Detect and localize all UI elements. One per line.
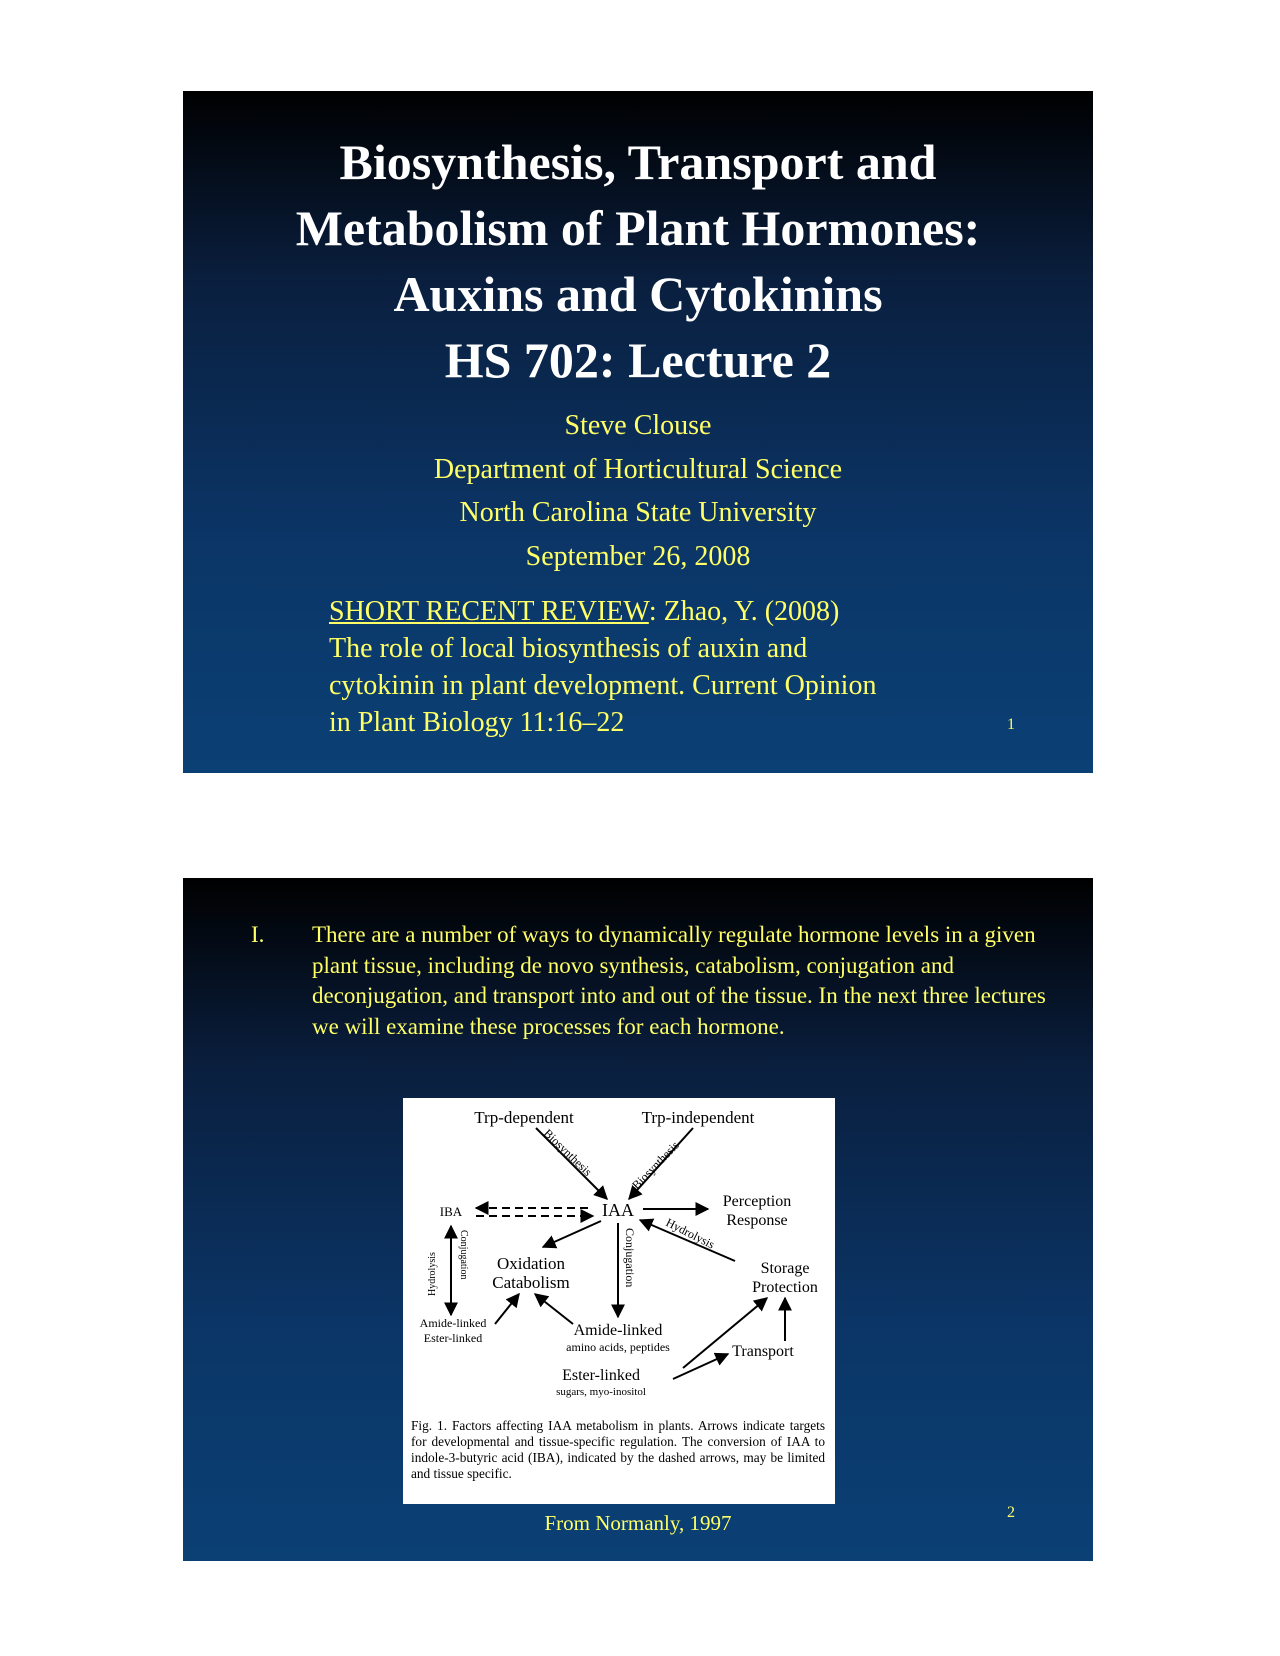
title-line-1: Biosynthesis, Transport and xyxy=(339,134,937,190)
slide-title xyxy=(183,129,1093,393)
label-iba: IBA xyxy=(439,1204,463,1219)
label-amide-linked-left: Amide-linked xyxy=(419,1316,487,1330)
title-line-2: Metabolism of Plant Hormones: xyxy=(295,200,981,256)
bullet-number: I. xyxy=(251,922,265,947)
label-conjugation-center: Conjugation xyxy=(623,1228,637,1288)
label-oxidation: Oxidation xyxy=(497,1254,565,1273)
slide-1 xyxy=(183,91,1093,773)
label-amide-sub: amino acids, peptides xyxy=(566,1340,670,1354)
label-catabolism: Catabolism xyxy=(492,1273,570,1292)
bullet-point xyxy=(251,920,1051,1042)
title-line-3: Auxins and Cytokinins xyxy=(393,266,883,322)
arrow-trp-dependent-to-iaa xyxy=(536,1128,607,1199)
review-citation: : Zhao, Y. (2008) xyxy=(648,596,840,627)
label-storage: Storage xyxy=(760,1260,810,1277)
review-line-3: cytokinin in plant development. Current Opinion xyxy=(329,670,877,701)
figure-caption: Fig. 1. Factors affecting IAA metabolism in plants. Arrows indicate targets for developmental and tissue-specific regulation. The conversion of IAA to indole-3-butyric acid (IBA), indicated by the dashed arrows, may be limited and tissue specific. xyxy=(411,1418,825,1481)
department: Department of Horticultural Science xyxy=(433,453,843,485)
review-label: SHORT RECENT REVIEW xyxy=(329,596,649,627)
iaa-metabolism-figure xyxy=(403,1098,835,1504)
review-line-2: The role of local biosynthesis of auxin and xyxy=(329,633,808,664)
label-response: Response xyxy=(726,1212,788,1229)
label-conjugation-left: Conjugation xyxy=(458,1230,469,1280)
label-hydrolysis-left: Hydrolysis xyxy=(427,1252,438,1296)
label-ester-linked: Ester-linked xyxy=(562,1367,640,1384)
label-amide-linked: Amide-linked xyxy=(573,1322,663,1339)
review-line-4: in Plant Biology 11:16–22 xyxy=(329,707,625,738)
label-protection: Protection xyxy=(752,1279,818,1296)
label-hydrolysis-right: Hydrolysis xyxy=(663,1215,717,1252)
label-trp-independent: Trp-independent xyxy=(641,1108,755,1127)
lecture-date: September 26, 2008 xyxy=(525,540,751,572)
author-block xyxy=(183,404,1093,578)
review-reference xyxy=(329,593,1029,741)
label-ester-linked-left: Ester-linked xyxy=(423,1331,483,1345)
title-line-4: HS 702: Lecture 2 xyxy=(444,332,832,388)
bullet-text: There are a number of ways to dynamically regulate hormone levels in a given plant tissue, including de novo synthesis, catabolism, conjugation and deconjugation, and transport into and out of the tissue. In the next three lectures we will examine these processes for each hormone. xyxy=(312,922,1046,1039)
arrow-ester-to-transport xyxy=(673,1354,728,1379)
university: North Carolina State University xyxy=(459,497,817,528)
arrow-trp-independent-to-iaa xyxy=(629,1128,693,1199)
label-biosynthesis-left: Biosynthesis xyxy=(540,1126,595,1179)
arrow-ester-to-oxidation xyxy=(495,1294,519,1324)
label-trp-dependent: Trp-dependent xyxy=(474,1108,574,1127)
label-biosynthesis-right: Biosynthesis xyxy=(629,1138,682,1193)
page-number: 2 xyxy=(1007,1504,1015,1521)
label-iaa: IAA xyxy=(602,1200,634,1220)
label-ester-sub: sugars, myo-inositol xyxy=(556,1386,646,1398)
page-number: 1 xyxy=(1007,716,1015,733)
author-name: Steve Clouse xyxy=(564,410,712,441)
slide-2 xyxy=(183,878,1093,1561)
figure-credit: From Normanly, 1997 xyxy=(544,1511,732,1535)
arrow-amide-to-oxidation xyxy=(535,1294,573,1324)
label-perception: Perception xyxy=(722,1193,792,1210)
label-transport: Transport xyxy=(732,1343,794,1360)
arrow-iaa-to-oxidation xyxy=(543,1221,601,1247)
